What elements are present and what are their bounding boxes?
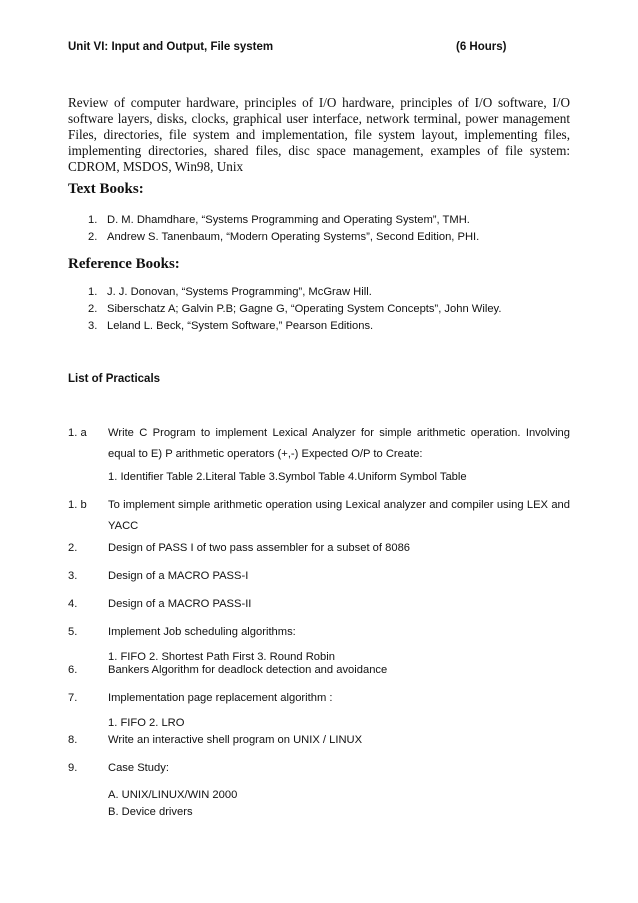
unit-title: Unit VI: Input and Output, File system xyxy=(68,41,274,53)
list-item: 2. Andrew S. Tanenbaum, “Modern Operating Systems”, Second Edition, PHI. xyxy=(88,231,480,243)
practical-item: 5. Implement Job scheduling algorithms: xyxy=(68,626,296,638)
practical-item: 4. Design of a MACRO PASS-II xyxy=(68,598,252,610)
practical-item: 9. Case Study: xyxy=(68,762,169,774)
text-books-heading: Text Books: xyxy=(68,181,144,197)
text-books-list xyxy=(68,212,479,246)
practical-item: 8. Write an interactive shell program on UNIX / LINUX xyxy=(68,734,363,746)
practical-item: 1. a Write C Program to implement Lexical Analyzer for simple arithmetic operation. Involving equal to E) P arithmetic operators (+,-) Expected O/P to Create: xyxy=(68,427,570,460)
syllabus-paragraph: Review of computer hardware, principles of I/O hardware, principles of I/O software, I/O software layers, disks, clocks, graphical user interface, network terminal, power management Files, directories, file system and implementation, file system layout, implementing files, implementing directories, shared files, disc space management, examples of file system: CDROM, MSDOS, Win98, Unix xyxy=(68,95,570,174)
reference-books-list xyxy=(68,284,501,335)
list-item: 1. D. M. Dhamdhare, “Systems Programming and Operating System”, TMH. xyxy=(88,214,470,226)
practical-item: 2. Design of PASS I of two pass assembler for a subset of 8086 xyxy=(68,542,411,554)
practical-item: 1. b To implement simple arithmetic operation using Lexical analyzer and compiler using LEX and YACC xyxy=(68,499,570,532)
list-item: 2. Siberschatz A; Galvin P.B; Gagne G, “Operating System Concepts”, John Wiley. xyxy=(88,303,502,315)
practical-item: 6. Bankers Algorithm for deadlock detection and avoidance xyxy=(68,664,388,676)
practical-item: 7. Implementation page replacement algorithm : xyxy=(68,692,333,704)
list-item: 3. Leland L. Beck, “System Software,” Pearson Editions. xyxy=(88,320,374,332)
practical-subitem: B. Device drivers xyxy=(108,806,193,818)
unit-header xyxy=(68,41,568,53)
practical-item: 3. Design of a MACRO PASS-I xyxy=(68,570,249,582)
practical-subitem: 1. FIFO 2. Shortest Path First 3. Round Robin xyxy=(108,651,335,663)
reference-books-heading: Reference Books: xyxy=(68,256,180,272)
practicals-title: List of Practicals xyxy=(68,373,161,385)
practical-subitem: 1. Identifier Table 2.Literal Table 3.Symbol Table 4.Uniform Symbol Table xyxy=(108,471,467,483)
list-item: 1. J. J. Donovan, “Systems Programming”, McGraw Hill. xyxy=(88,286,372,298)
practical-subitem: 1. FIFO 2. LRO xyxy=(108,717,185,729)
unit-hours: (6 Hours) xyxy=(456,41,507,53)
practical-subitem: A. UNIX/LINUX/WIN 2000 xyxy=(108,789,238,801)
